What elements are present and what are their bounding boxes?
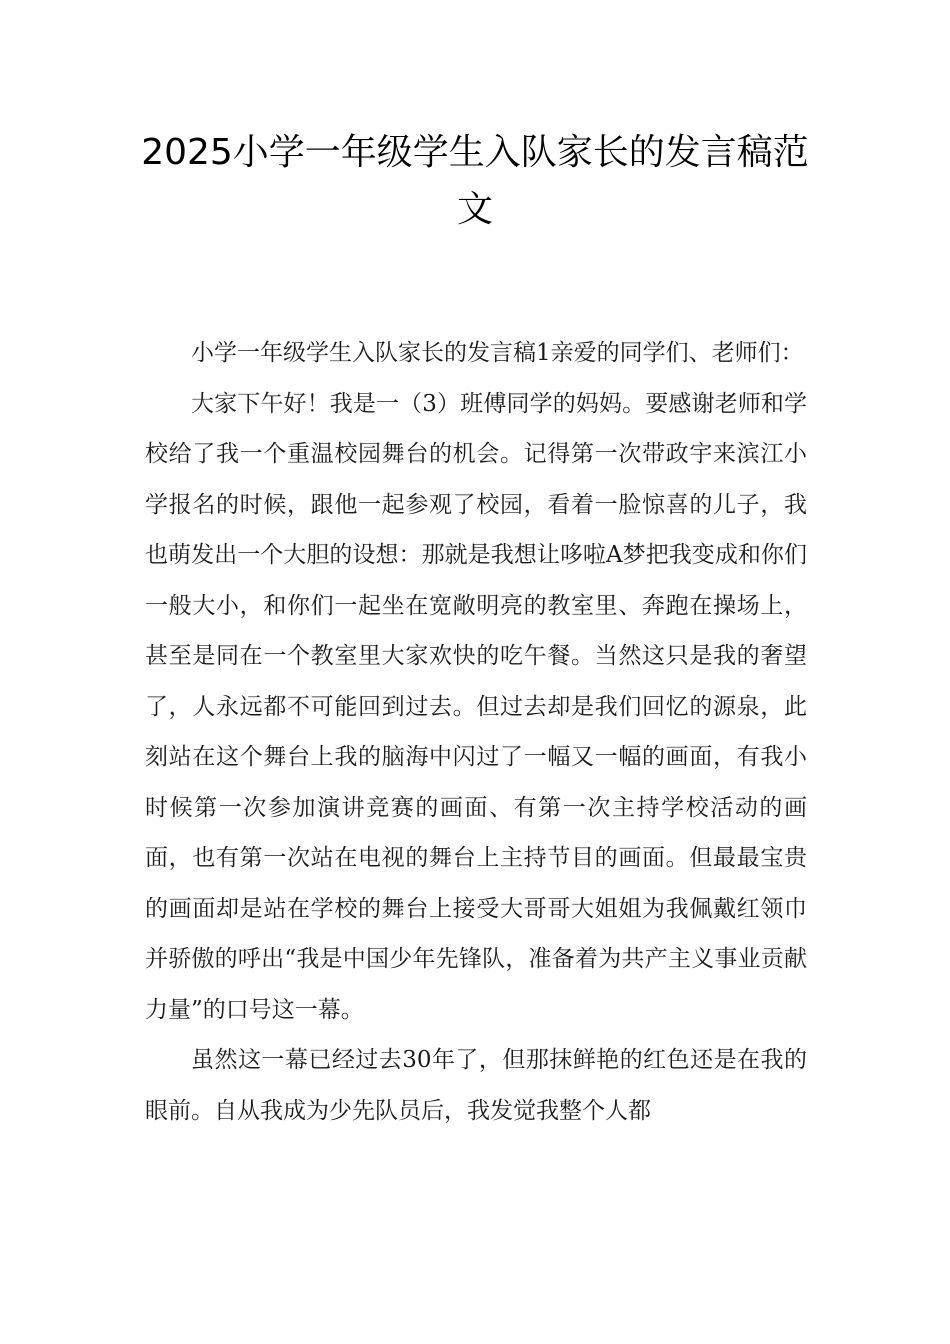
- document-title: 2025小学一年级学生入队家长的发言稿范文: [141, 132, 809, 230]
- paragraph-greeting: 小学一年级学生入队家长的发言稿1亲爱的同学们、老师们：: [191, 340, 804, 366]
- paragraph-main: 大家下午好！我是一（3）班傅同学的妈妈。要感谢老师和学校给了我一个重温校园舞台的机会。记得第一次带政宇来滨江小学报名的时候，跟他一起参观了校园，看着一脸惊喜的儿子，我也萌发出一个大胆的设想：那就是我想让哆啦A梦把我变成和你们一般大小，和你们一起坐在宽敞明亮的教室里、奔跑在操场上，甚至是同在一个教室里大家欢快的吃午餐。当然这只是我的奢望了，人永远都不可能回到过去。但过去却是我们回忆的源泉，此刻站在这个舞台上我的脑海中闪过了一幅又一幅的画面，有我小时候第一次参加演讲竞赛的画面、有第一次主持学校活动的画面，也有第一次站在电视的舞台上主持节目的画面。但最最宝贵的画面却是站在学校的舞台上接受大哥哥大姐姐为我佩戴红领巾并骄傲的呼出“我是中国少年先锋队，准备着为共产主义事业贡献力量”的口号这一幕。: [145, 390, 807, 1023]
- paragraph-continuation: 虽然这一幕已经过去30年了，但那抹鲜艳的红色还是在我的眼前。自从我成为少先队员后，我发觉我整个人都: [145, 1047, 807, 1124]
- document-body: [145, 328, 807, 1136]
